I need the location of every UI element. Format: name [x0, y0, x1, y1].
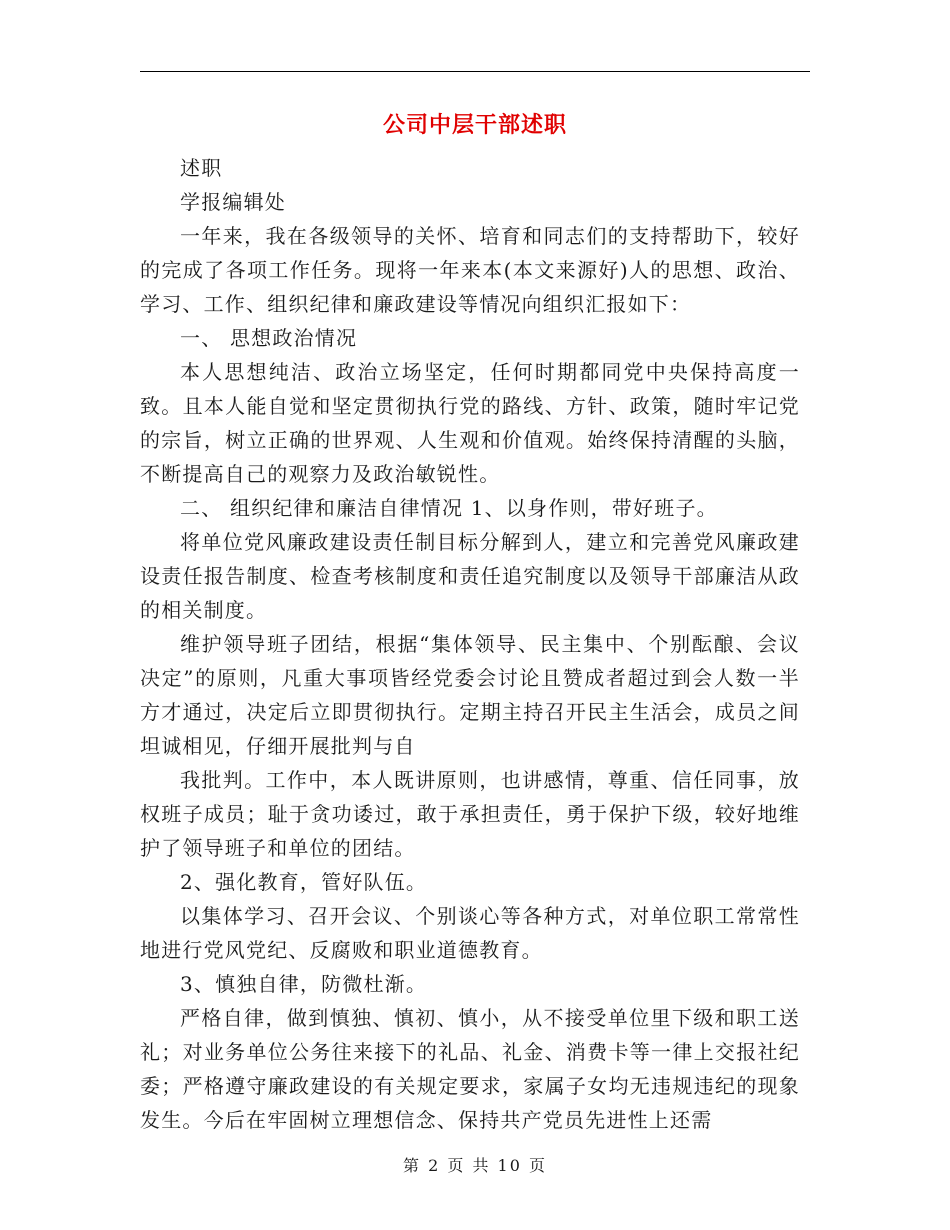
paragraph: 本人思想纯洁、政治立场坚定，任何时期都同党中央保持高度一致。且本人能自觉和坚定贯彻执行党的路线、方针、政策，随时牢记党的宗旨，树立正确的世界观、人生观和价值观。始终保持清醒的头脑，不断提高自己的观察力及政治敏锐性。 — [140, 360, 800, 486]
document-body — [140, 151, 800, 1137]
footer-suffix: 页 — [529, 1156, 548, 1175]
paragraph: 一年来，我在各级领导的关怀、培育和同志们的支持帮助下，较好的完成了各项工作任务。现将一年来本(本文来源好)人的思想、政治、学习、工作、组织纪律和廉政建设等情况向组织汇报如下： — [140, 224, 800, 316]
footer-prefix: 第 — [402, 1156, 421, 1175]
footer-middle: 页 共 — [447, 1156, 491, 1175]
paragraph: 述职 — [180, 156, 223, 180]
header-rule — [140, 71, 810, 72]
section-heading: 二、 组织纪律和廉洁自律情况 1、以身作则，带好班子。 — [180, 496, 718, 520]
subsection-heading: 2、强化教育，管好队伍。 — [180, 870, 428, 894]
paragraph: 学报编辑处 — [180, 190, 286, 214]
document-title: 公司中层干部述职 — [382, 112, 567, 138]
paragraph: 将单位党风廉政建设责任制目标分解到人，建立和完善党风廉政建设责任报告制度、检查考核制度和责任追究制度以及领导干部廉洁从政的相关制度。 — [140, 530, 800, 622]
subsection-heading: 3、慎独自律，防微杜渐。 — [180, 972, 428, 996]
page-footer — [0, 1154, 950, 1178]
paragraph: 我批判。工作中，本人既讲原则，也讲感情，尊重、信任同事，放权班子成员；耻于贪功诿过，敢于承担责任，勇于保护下级，较好地维护了领导班子和单位的团结。 — [140, 768, 800, 860]
paragraph: 以集体学习、召开会议、个别谈心等各种方式，对单位职工常常性地进行党风党纪、反腐败和职业道德教育。 — [140, 904, 800, 962]
footer-total-pages: 10 — [497, 1156, 522, 1175]
paragraph: 维护领导班子团结，根据“集体领导、民主集中、个别酝酿、会议决定”的原则，凡重大事项皆经党委会讨论且赞成者超过到会人数一半方才通过，决定后立即贯彻执行。定期主持召开民主生活会，成员之间坦诚相见，仔细开展批判与自 — [140, 632, 800, 758]
section-heading: 一、 思想政治情况 — [180, 326, 358, 350]
footer-page-number: 2 — [428, 1156, 441, 1175]
paragraph: 严格自律，做到慎独、慎初、慎小，从不接受单位里下级和职工送礼；对业务单位公务往来接下的礼品、礼金、消费卡等一律上交报社纪委；严格遵守廉政建设的有关规定要求，家属子女均无违规违纪的现象发生。今后在牢固树立理想信念、保持共产党员先进性上还需 — [140, 1006, 800, 1132]
